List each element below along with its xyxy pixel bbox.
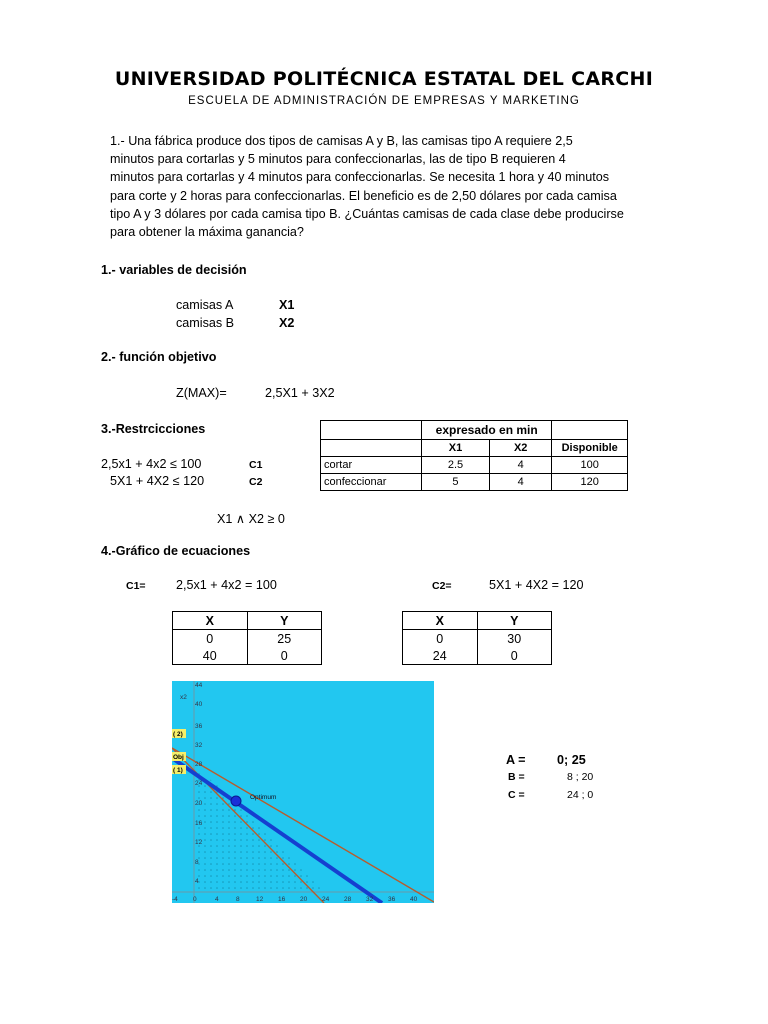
- constraint-1-tag-text: ( 1): [173, 767, 183, 774]
- c1-points-table: [172, 611, 322, 665]
- table-cell: 40: [173, 647, 248, 665]
- graph-heading: 4.-Gráfico de ecuaciones: [101, 544, 251, 558]
- c2-header-x: X: [403, 612, 478, 630]
- table-cell: 25: [247, 630, 322, 648]
- problem-line: 1.- Una fábrica produce dos tipos de camisas A y B, las camisas tipo A requiere 2,5: [110, 134, 573, 148]
- y-tick: 16: [195, 820, 203, 827]
- table-cell: 2.5: [422, 457, 490, 474]
- variable-name-a: camisas A: [176, 298, 234, 312]
- variable-name-b: camisas B: [176, 316, 235, 330]
- table-cell: 0: [477, 647, 552, 665]
- x-tick: 8: [236, 896, 240, 903]
- time-table: [320, 420, 628, 491]
- x-tick: 16: [278, 896, 286, 903]
- point-c-name: C =: [508, 789, 525, 801]
- point-b-value: 8 ; 20: [567, 771, 594, 783]
- objective-tag-text: Obj: [173, 754, 184, 761]
- table-cell: 4: [489, 457, 551, 474]
- table-cell: 0: [173, 630, 248, 648]
- c2-points-table: [402, 611, 552, 665]
- x-tick: 32: [366, 896, 374, 903]
- c2-label: C2=: [432, 580, 452, 592]
- x-tick: 4: [215, 896, 219, 903]
- x-tick: 36: [388, 896, 396, 903]
- x-tick: 12: [256, 896, 264, 903]
- table-row-label: cortar: [321, 457, 422, 474]
- point-a-name: A =: [506, 753, 526, 767]
- x-tick: 40: [410, 896, 418, 903]
- problem-line: para obtener la máxima ganancia?: [110, 225, 304, 240]
- c2-equation: 5X1 + 4X2 = 120: [489, 578, 584, 592]
- table-row: [321, 457, 628, 474]
- table-cell: 0: [403, 630, 478, 648]
- table-empty: [552, 421, 628, 440]
- c1-header-x: X: [173, 612, 248, 630]
- point-a-value: 0; 25: [557, 753, 586, 767]
- table-row-label: confeccionar: [321, 474, 422, 491]
- optimum-label: Optimum: [250, 794, 277, 801]
- objective-expression: 2,5X1 + 3X2: [265, 386, 335, 400]
- table-header-x2: X2: [489, 440, 551, 457]
- table-cell: 0: [247, 647, 322, 665]
- table-row: [173, 630, 322, 648]
- problem-line: minutos para cortarlas y 5 minutos para confeccionarlas, las de tipo B requieren 4: [110, 152, 566, 167]
- optimum-point: [231, 796, 241, 806]
- x-tick: 20: [300, 896, 308, 903]
- restriction-c1-expression: 2,5x1 + 4x2 ≤ 100: [101, 457, 202, 471]
- table-row: [403, 630, 552, 648]
- y-tick: 44: [195, 682, 203, 689]
- y-tick: 20: [195, 800, 203, 807]
- table-header-disponible: Disponible: [552, 440, 628, 457]
- table-cell: 120: [552, 474, 628, 491]
- variable-symbol-x1: X1: [279, 298, 295, 312]
- c1-label: C1=: [126, 580, 146, 592]
- nonnegativity-condition: X1 ∧ X2 ≥ 0: [217, 512, 285, 526]
- y-tick: 28: [195, 761, 203, 768]
- y-tick: 4: [195, 878, 199, 885]
- table-cell: 5: [422, 474, 490, 491]
- table-row: [403, 647, 552, 665]
- x-tick: 24: [322, 896, 330, 903]
- point-c-value: 24 ; 0: [567, 789, 594, 801]
- school-subtitle: ESCUELA DE ADMINISTRACIÓN DE EMPRESAS Y MARKETING: [188, 95, 580, 107]
- restriction-c2-tag: C2: [249, 476, 263, 488]
- c1-header-y: Y: [247, 612, 322, 630]
- y-axis-label: x2: [180, 694, 187, 701]
- y-tick: 32: [195, 742, 203, 749]
- c1-equation: 2,5x1 + 4x2 = 100: [176, 578, 277, 592]
- x-tick: 28: [344, 896, 352, 903]
- problem-statement: [110, 132, 630, 241]
- problem-line: minutos para cortarlas y 4 minutos para confeccionarlas. Se necesita 1 hora y 40 minutos: [110, 170, 610, 185]
- x-tick: 0: [193, 896, 197, 903]
- table-row: [173, 647, 322, 665]
- y-tick: 40: [195, 701, 203, 708]
- y-tick: 36: [195, 723, 203, 730]
- table-cell: 4: [489, 474, 551, 491]
- point-b-name: B =: [508, 771, 525, 783]
- table-cell: 30: [477, 630, 552, 648]
- restriction-c1-tag: C1: [249, 459, 263, 471]
- table-blank: [321, 440, 422, 457]
- problem-line: tipo A y 3 dólares por cada camisa tipo B. ¿Cuántas camisas de cada clase debe producirse: [110, 206, 624, 221]
- table-caption: expresado en min: [422, 421, 552, 440]
- y-tick: 12: [195, 839, 203, 846]
- objective-label: Z(MAX)=: [176, 386, 227, 400]
- y-tick: 24: [195, 780, 203, 787]
- restrictions-heading: 3.-Restrcicciones: [101, 422, 206, 436]
- table-cell: 24: [403, 647, 478, 665]
- table-corner: [321, 421, 422, 440]
- x-tick: -4: [172, 896, 178, 903]
- table-row: [321, 474, 628, 491]
- lp-graph: [172, 681, 434, 903]
- c2-header-y: Y: [477, 612, 552, 630]
- variables-heading: 1.- variables de decisión: [101, 263, 247, 277]
- table-header-x1: X1: [422, 440, 490, 457]
- table-cell: 100: [552, 457, 628, 474]
- objective-heading: 2.- función objetivo: [101, 350, 217, 364]
- problem-line: para corte y 2 horas para confeccionarlas. El beneficio es de 2,50 dólares por cada camisa: [110, 188, 617, 203]
- constraint-2-tag-text: ( 2): [173, 731, 183, 738]
- y-tick: 8: [195, 859, 199, 866]
- university-title: UNIVERSIDAD POLITÉCNICA ESTATAL DEL CARCHI: [114, 68, 654, 90]
- variable-symbol-x2: X2: [279, 316, 295, 330]
- restriction-c2-expression: 5X1 + 4X2 ≤ 120: [110, 474, 205, 488]
